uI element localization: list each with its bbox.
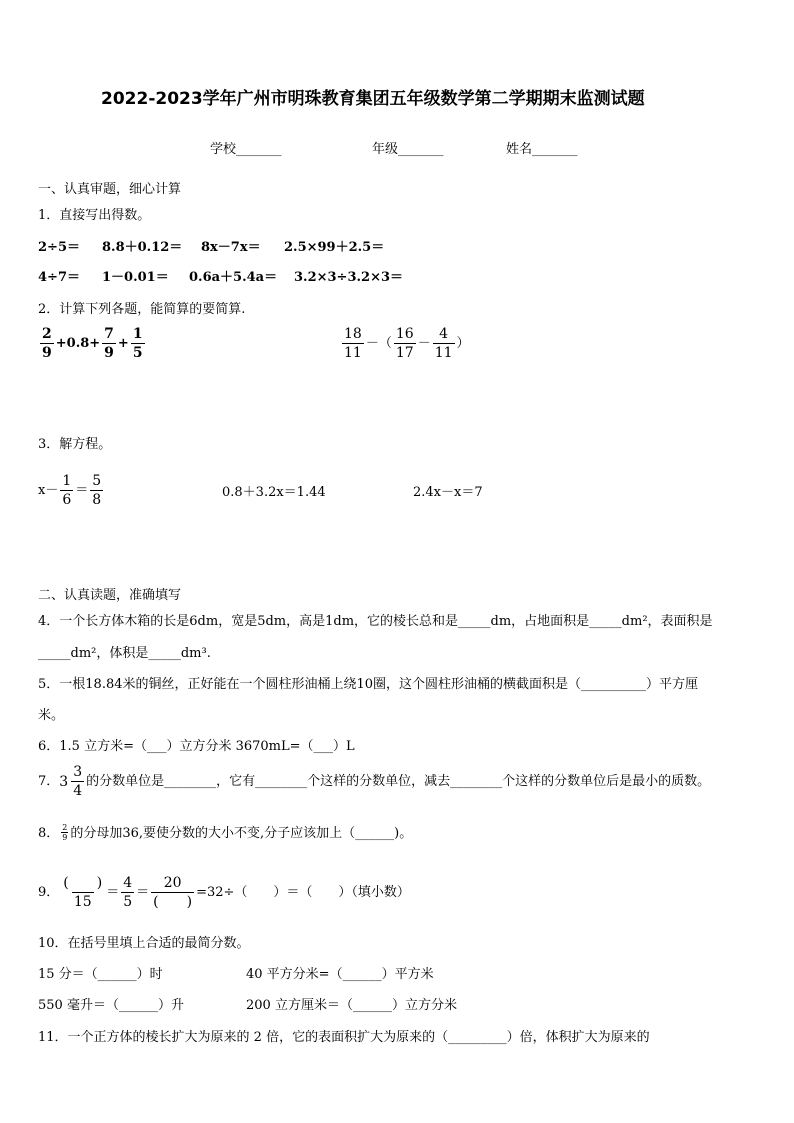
q5-line2: 米。 [38, 708, 65, 723]
page-title: 2022-2023学年广州市明珠教育集团五年级数学第二学期期末监测试题 [101, 89, 645, 109]
q1-label: 1．直接写出得数。 [38, 208, 151, 223]
fraction: $\frac{( )}{15}$ [63, 875, 103, 910]
q4-line2: _____dm²，体积是_____dm³. [38, 646, 211, 661]
q10-item3: 550 毫升＝（______）升 [38, 998, 184, 1013]
section1-heading: 一、认真审题，细心计算 [38, 182, 182, 197]
mixed-number: 3 $\frac{3}{4}$ [59, 764, 83, 799]
q1-r2-c4: 3.2×3÷3.2×3＝ [294, 270, 404, 285]
q5-line1: 5．一根18.84米的铜丝，正好能在一个圆柱形油桶上绕10圈，这个圆柱形油桶的横截面积是（__________）平方厘 [38, 677, 699, 692]
q9: 9． $\frac{( )}{15}$ ＝ $\frac{4}{5}$ ＝ $\frac{20}{( )}$ =32÷（ ）＝（ ）（填小数） [38, 875, 410, 910]
grade-field[interactable]: 年级_______ [372, 142, 444, 157]
q2-expr1: $\frac{2}{9}$ +0.8+ $\frac{7}{9}$ + $\frac{1}{5}$ [42, 326, 143, 361]
q10-label: 10．在括号里填上合适的最简分数。 [38, 936, 250, 951]
section2-heading: 二、认真读题，准确填写 [38, 588, 182, 603]
q10-item2: 40 平方分米=（______）平方米 [246, 967, 434, 982]
q1-r2-c1: 4÷7＝ [38, 270, 80, 285]
q1-r1-c4: 2.5×99＋2.5＝ [284, 240, 385, 255]
fraction: $\frac{4}{11}$ [434, 326, 453, 361]
fraction: $\frac{18}{11}$ [344, 326, 362, 361]
q6: 6．1.5 立方米=（___）立方分米 3670mL=（___）L [38, 739, 355, 754]
fraction: $\frac{16}{17}$ [395, 326, 414, 361]
fraction: $\frac{1}{6}$ [62, 473, 72, 508]
q2-expr2: $\frac{18}{11}$ － （ $\frac{16}{17}$ － $\frac{4}{11}$ ） [344, 326, 470, 361]
fraction: $\frac{2}{9}$ [42, 326, 52, 361]
q1-r2-c2: 1－0.01＝ [102, 270, 169, 285]
q1-r1-c2: 8.8＋0.12＝ [102, 240, 183, 255]
q4-line1: 4．一个长方体木箱的长是6dm，宽是5dm，高是1dm，它的棱长总和是_____dm，占地面积是_____dm²，表面积是 [38, 614, 713, 629]
fraction: $\frac{4}{5}$ [123, 875, 133, 910]
q3-eq1: x－ $\frac{1}{6}$ ＝ $\frac{5}{8}$ [38, 473, 102, 508]
q1-r1-c1: 2÷5＝ [38, 240, 80, 255]
q10-item1: 15 分＝（______）时 [38, 967, 163, 982]
name-field[interactable]: 姓名_______ [506, 142, 578, 157]
q11: 11．一个正方体的棱长扩大为原来的 2 倍，它的表面积扩大为原来的（_________）倍，体积扩大为原来的 [38, 1030, 650, 1045]
school-field[interactable]: 学校_______ [210, 142, 282, 157]
fraction: $\frac{20}{( )}$ [153, 875, 193, 910]
fraction: $\frac{5}{8}$ [92, 473, 102, 508]
fraction: $\frac{3}{4}$ [73, 764, 83, 799]
fraction: $\frac{1}{5}$ [132, 326, 143, 361]
q7: 7． 3 $\frac{3}{4}$ 的分数单位是________，它有________个这样的分数单位，减去________个这样的分数单位后是最小的质数。 [38, 764, 711, 799]
q1-r2-c3: 0.6a＋5.4a＝ [189, 270, 278, 285]
fraction: $\frac{7}{9}$ [104, 326, 114, 361]
q3-label: 3．解方程。 [38, 437, 112, 452]
q10-item4: 200 立方厘米＝（______）立方分米 [246, 998, 457, 1013]
q8: 8． $\frac{2}{9}$ 的分母加36,要使分数的大小不变,分子应该加上（______)。 [38, 823, 413, 842]
q2-label: 2．计算下列各题，能简算的要简算. [38, 302, 246, 317]
fraction: $\frac{2}{9}$ [62, 823, 68, 842]
q3-eq3: 2.4x－x＝7 [413, 485, 483, 500]
q3-eq2: 0.8＋3.2x＝1.44 [222, 485, 326, 500]
q1-r1-c3: 8x－7x＝ [201, 240, 261, 255]
